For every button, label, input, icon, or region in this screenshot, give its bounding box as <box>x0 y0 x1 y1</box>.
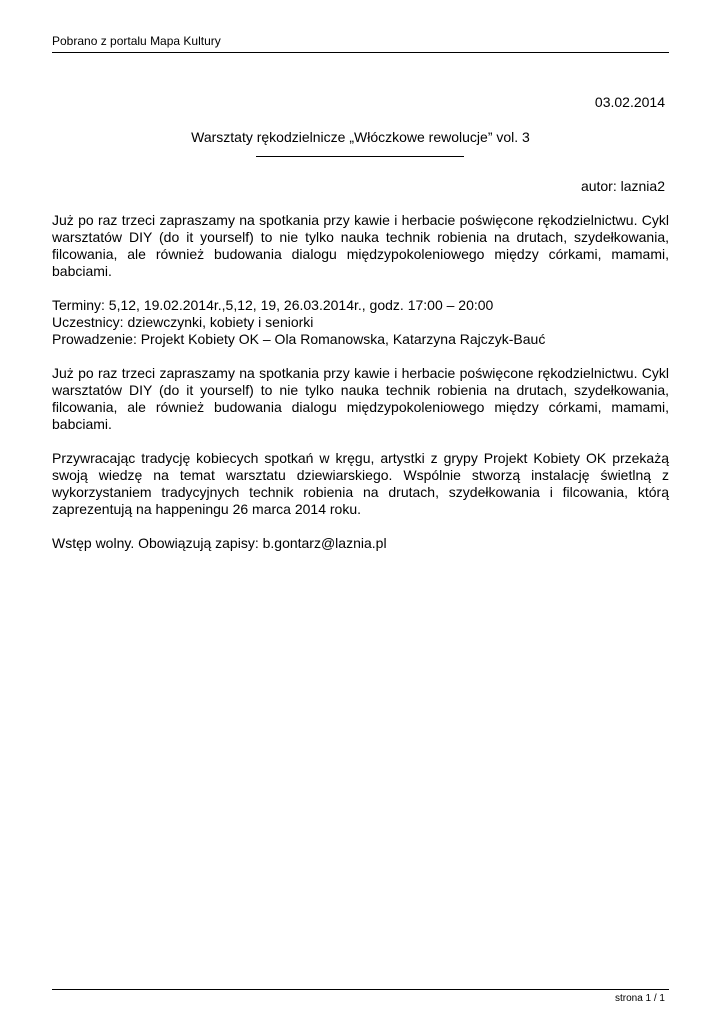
event-hosts: Prowadzenie: Projekt Kobiety OK – Ola Romanowska, Katarzyna Rajczyk-Bauć <box>52 331 546 347</box>
document-body <box>52 212 669 569</box>
header-divider <box>52 52 669 53</box>
footer-divider <box>52 989 669 990</box>
paragraph-description: Przywracając tradycję kobiecych spotkań w kręgu, artystki z grypy Projekt Kobiety OK przekażą swoją wiedzę na temat warsztatu dziewiarskiego. Wspólnie stworzą instalację świetlną z wykorzystaniem tradycyjnych technik robienia na drutach, szydełkowania i filcowania, którą zaprezentują na happeningu 26 marca 2014 roku. <box>52 450 669 517</box>
paragraph-entry: Wstęp wolny. Obowiązują zapisy: b.gontarz@laznia.pl <box>52 535 387 551</box>
document-author: autor: laznia2 <box>580 178 665 194</box>
page-header-source: Pobrano z portalu Mapa Kultury <box>52 34 221 48</box>
event-terms: Terminy: 5,12, 19.02.2014r.,5,12, 19, 26.03.2014r., godz. 17:00 – 20:00 <box>52 297 494 313</box>
page-number: strona 1 / 1 <box>614 993 665 1004</box>
event-participants: Uczestnicy: dziewczynki, kobiety i seniorki <box>52 314 314 330</box>
document-date: 03.02.2014 <box>594 94 665 110</box>
document-title: Warsztaty rękodzielnicze „Włóczkowe rewolucje” vol. 3 <box>191 129 530 145</box>
event-details <box>52 297 669 348</box>
paragraph-intro-repeat: Już po raz trzeci zapraszamy na spotkania przy kawie i herbacie poświęcone rękodzielnictwu. Cykl warsztatów DIY (do it yourself) to nie tylko nauka technik robienia na drutach, szydełkowania, filcowania, ale również budowania dialogu międzypokoleniowego między córkami, mamami, babciami. <box>52 365 669 432</box>
title-underline <box>256 156 464 157</box>
paragraph-intro: Już po raz trzeci zapraszamy na spotkania przy kawie i herbacie poświęcone rękodzielnictwu. Cykl warsztatów DIY (do it yourself) to nie tylko nauka technik robienia na drutach, szydełkowania, filcowania, ale również budowania dialogu międzypokoleniowego między córkami, mamami, babciami. <box>52 212 669 279</box>
